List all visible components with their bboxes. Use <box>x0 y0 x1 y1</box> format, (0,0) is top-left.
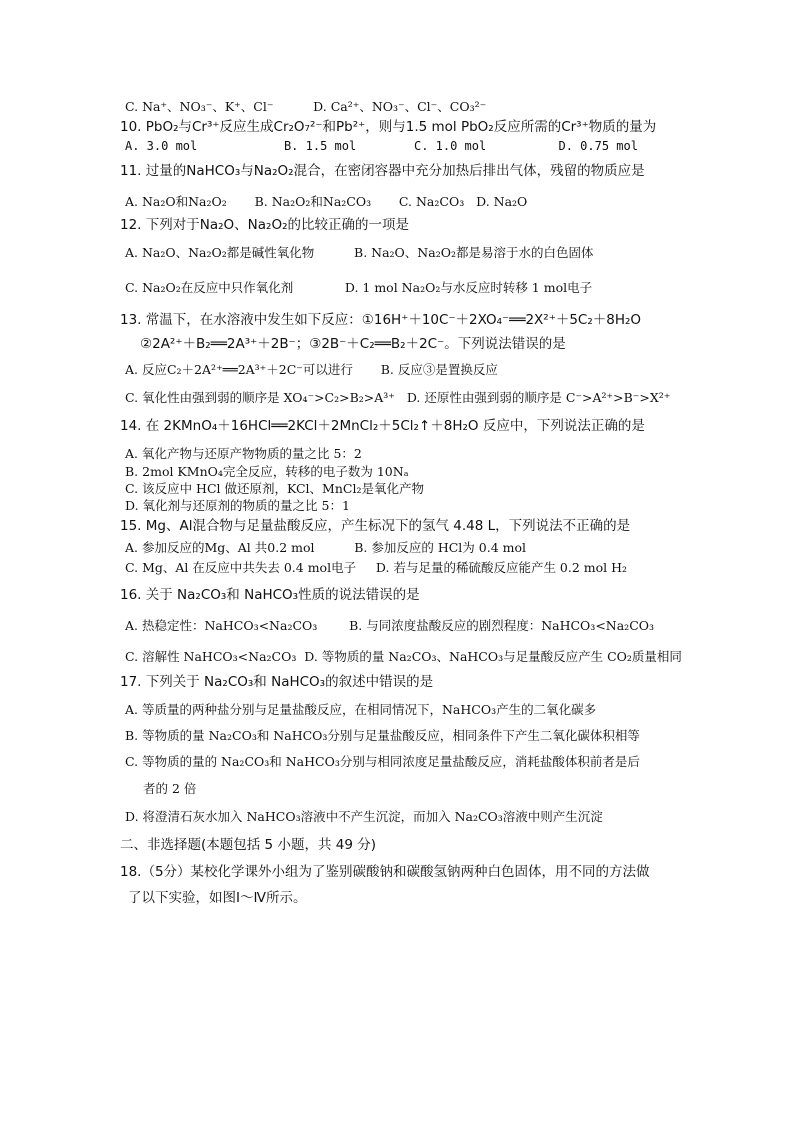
q16-options-ab: A. 热稳定性：NaHCO₃<Na₂CO₃ B. 与同浓度盐酸反应的剧烈程度：NaHCO₃<Na₂CO₃ <box>125 618 655 633</box>
q14-option-b: B. 2mol KMnO₄完全反应，转移的电子数为 10Nₐ <box>125 464 409 479</box>
q15-stem: 15. Mg、Al混合物与足量盐酸反应，产生标况下的氢气 4.48 L，下列说法不正确的是 <box>120 518 631 534</box>
q12-options-cd: C. Na₂O₂在反应中只作氧化剂 D. 1 mol Na₂O₂与水反应时转移 1 mol电子 <box>125 280 593 295</box>
q17-option-d: D. 将澄清石灰水加入 NaHCO₃溶液中不产生沉淀，而加入 Na₂CO₃溶液中则产生沉淀 <box>125 809 603 824</box>
q13-options-ab: A. 反应C₂＋2A²⁺══2A³⁺＋2C⁻可以进行 B. 反应③是置换反应 <box>125 362 498 377</box>
q11-stem: 11. 过量的NaHCO₃与Na₂O₂混合，在密闭容器中充分加热后排出气体，残留的物质应是 <box>120 163 645 179</box>
q14-option-d: D. 氧化剂与还原剂的物质的量之比 5：1 <box>125 498 350 513</box>
q14-option-c: C. 该反应中 HCl 做还原剂，KCl、MnCl₂是氧化产物 <box>125 481 424 496</box>
q10-stem: 10. PbO₂与Cr³⁺反应生成Cr₂O₇²⁻和Pb²⁺，则与1.5 mol PbO₂反应所需的Cr³⁺物质的量为 <box>120 119 657 135</box>
q15-options-ab: A. 参加反应的Mg、Al 共0.2 mol B. 参加反应的 HCl为 0.4 mol <box>125 540 527 555</box>
q13-stem: 13. 常温下，在水溶液中发生如下反应：①16H⁺＋10C⁻＋2XO₄⁻══2X²⁺＋5C₂＋8H₂O <box>120 312 642 328</box>
q14-option-a: A. 氧化产物与还原产物物质的量之比 5：2 <box>125 446 362 461</box>
q13-options-cd: C. 氧化性由强到弱的顺序是 XO₄⁻>C₂>B₂>A³⁺ D. 还原性由强到弱的顺序是 C⁻>A²⁺>B⁻>X²⁺ <box>125 390 671 405</box>
q17-option-c-cont: 者的 2 倍 <box>143 781 197 796</box>
q17-option-b: B. 等物质的量 Na₂CO₃和 NaHCO₃分别与足量盐酸反应，相同条件下产生二氧化碳体积相等 <box>125 728 640 743</box>
q11-options: A. Na₂O和Na₂O₂ B. Na₂O₂和Na₂CO₃ C. Na₂CO₃ D. Na₂O <box>125 194 528 209</box>
q14-stem: 14. 在 2KMnO₄＋16HCl══2KCl＋2MnCl₂＋5Cl₂↑＋8H₂O 反应中，下列说法正确的是 <box>120 418 645 434</box>
q18-stem: 18.（5分）某校化学课外小组为了鉴别碳酸钠和碳酸氢钠两种白色固体，用不同的方法做 <box>120 864 650 880</box>
q12-stem: 12. 下列对于Na₂O、Na₂O₂的比较正确的一项是 <box>120 217 409 233</box>
q17-option-a: A. 等质量的两种盐分别与足量盐酸反应，在相同情况下，NaHCO₃产生的二氧化碳多 <box>125 702 597 717</box>
q17-stem: 17. 下列关于 Na₂CO₃和 NaHCO₃的叙述中错误的是 <box>120 674 434 690</box>
q12-options-ab: A. Na₂O、Na₂O₂都是碱性氧化物 B. Na₂O、Na₂O₂都是易溶于水的白色固体 <box>125 245 594 260</box>
q15-options-cd: C. Mg、Al 在反应中共失去 0.4 mol电子 D. 若与足量的稀硫酸反应能产生 0.2 mol H₂ <box>125 560 628 575</box>
q10-options: A. 3.0 mol B. 1.5 mol C. 1.0 mol D. 0.75 mol <box>125 139 638 153</box>
q17-option-c: C. 等物质的量的 Na₂CO₃和 NaHCO₃分别与相同浓度足量盐酸反应，消耗盐酸体积前者是后 <box>125 754 640 769</box>
section-two-heading: 二、非选择题(本题包括 5 小题，共 49 分) <box>120 837 376 853</box>
q9-options-cd: C. Na⁺、NO₃⁻、K⁺、Cl⁻ D. Ca²⁺、NO₃⁻、Cl⁻、CO₃²⁻ <box>125 99 487 114</box>
q16-stem: 16. 关于 Na₂CO₃和 NaHCO₃性质的说法错误的是 <box>120 587 420 603</box>
q16-options-cd: C. 溶解性 NaHCO₃<Na₂CO₃ D. 等物质的量 Na₂CO₃、NaHCO₃与足量酸反应产生 CO₂质量相同 <box>125 649 682 664</box>
q13-stem-cont: ②2A²⁺＋B₂══2A³⁺＋2B⁻；③2B⁻＋C₂══B₂＋2C⁻。下列说法错误的是 <box>140 336 566 352</box>
q18-stem-cont: 了以下实验，如图Ⅰ～Ⅳ所示。 <box>128 890 307 906</box>
